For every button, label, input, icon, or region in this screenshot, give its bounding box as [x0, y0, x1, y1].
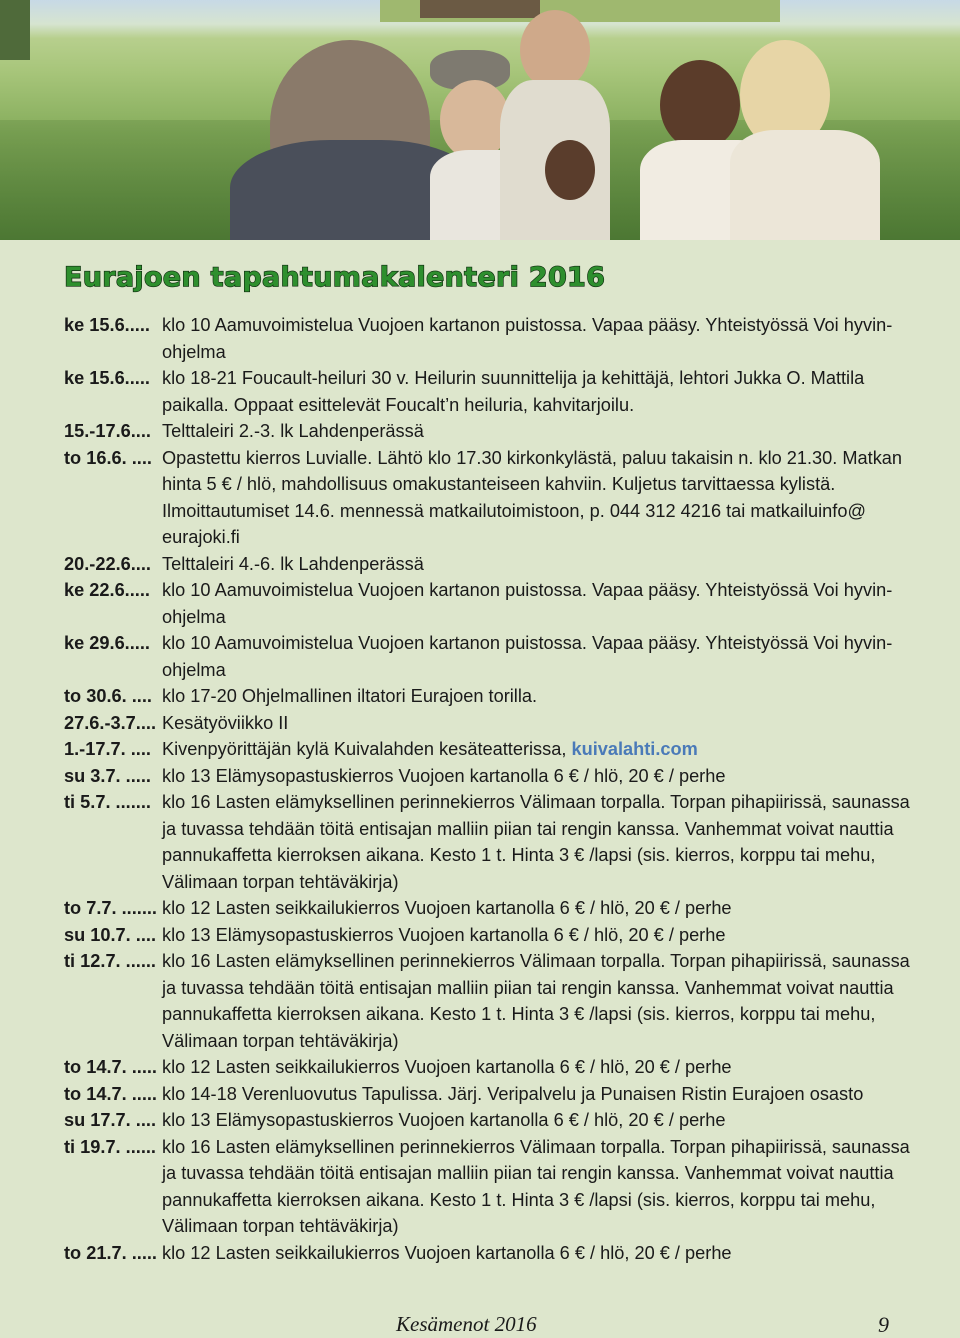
event-date: ke 15.6.....	[64, 368, 150, 388]
event-date: 1.-17.7. ....	[64, 739, 151, 759]
event-text: klo 17-20 Ohjelmallinen iltatori Eurajoen torilla.	[162, 686, 538, 706]
event-description	[162, 948, 914, 1054]
event-text: Telttaleiri 2.-3. lk Lahdenperässä	[162, 421, 424, 441]
event-date: ti 5.7. .......	[64, 792, 151, 812]
event-entry	[64, 1134, 914, 1240]
page-title-text: Eurajoen tapahtumakalenteri 2016	[64, 262, 606, 293]
page-number: 9	[878, 1312, 889, 1337]
event-text: klo 12 Lasten seikkailukierros Vuojoen kartanolla 6 € / hlö, 20 € / perhe	[162, 898, 732, 918]
event-entry	[64, 1240, 914, 1267]
event-text: Kesätyöviikko II	[162, 712, 289, 733]
event-date: su 17.7. ....	[64, 1110, 156, 1130]
event-description	[162, 683, 914, 710]
event-entry	[64, 418, 914, 445]
event-date: 15.-17.6....	[64, 421, 151, 441]
event-text: klo 12 Lasten seikkailukierros Vuojoen kartanolla 6 € / hlö, 20 € / perhe	[162, 1242, 732, 1263]
event-link[interactable]: kuivalahti.com	[571, 739, 698, 759]
event-description	[162, 1107, 914, 1134]
event-date: to 14.7. .....	[64, 1083, 157, 1104]
event-entry	[64, 922, 914, 949]
event-text: Opastettu kierros Luvialle. Lähtö klo 17.30 kirkonkylästä, paluu takaisin n. klo 21.30. Matkan hinta 5 € / hlö, mahdollisuus omakustanteiseen kahviin. Kuljetus tarvittaessa kylistä. Ilmoittautumiset 14.6. mennessä matkailutoimistoon, p. 044 312 4216 tai matkailuinfo@ eurajoki.fi	[162, 447, 903, 547]
event-date: su 3.7. .....	[64, 765, 151, 786]
event-description	[162, 1054, 914, 1081]
event-text: Telttaleiri 4.-6. lk Lahdenperässä	[162, 553, 424, 574]
event-entry	[64, 365, 914, 418]
event-text: klo 16 Lasten elämyksellinen perinnekierros Välimaan torpalla. Torpan pihapiirissä, saunassa ja tuvassa tehdään töitä entisajan malliin piian tai rengin kanssa. Vanhemmat voivat nauttia pannukaffetta kierroksen aikana. Kesto 1 t. Hinta 3 € /lapsi (sis. kierros, korppu tai mehu, Välimaan torpan tehtäväkirja)	[162, 951, 910, 1051]
event-date: ti 12.7. ......	[64, 951, 156, 971]
event-description	[162, 895, 914, 922]
event-date: ti 19.7. ......	[64, 1136, 156, 1157]
event-entry	[64, 1081, 914, 1108]
event-text: klo 10 Aamuvoimistelua Vuojoen kartanon puistossa. Vapaa pääsy. Yhteistyössä Voi hyvin-ohjelma	[162, 580, 893, 627]
event-description	[162, 577, 914, 630]
footer-publication: Kesämenot 2016	[396, 1312, 537, 1336]
event-date: ke 29.6.....	[64, 633, 150, 653]
event-entry	[64, 710, 914, 737]
event-description	[162, 1240, 914, 1267]
event-entry	[64, 445, 914, 551]
header-photo	[0, 0, 960, 240]
event-text: klo 13 Elämysopastuskierros Vuojoen kartanolla 6 € / hlö, 20 € / perhe	[162, 1110, 726, 1130]
event-list	[64, 312, 914, 1266]
event-entry	[64, 630, 914, 683]
event-entry	[64, 789, 914, 895]
event-description	[162, 1134, 914, 1240]
event-date: to 7.7. .......	[64, 898, 157, 918]
event-text: klo 12 Lasten seikkailukierros Vuojoen kartanolla 6 € / hlö, 20 € / perhe	[162, 1057, 732, 1077]
event-entry	[64, 683, 914, 710]
event-entry	[64, 763, 914, 790]
event-description	[162, 763, 914, 790]
event-description	[162, 922, 914, 949]
event-text: klo 13 Elämysopastuskierros Vuojoen kartanolla 6 € / hlö, 20 € / perhe	[162, 924, 726, 945]
event-date: to 16.6. ....	[64, 447, 152, 468]
event-description	[162, 736, 914, 763]
event-text: klo 14-18 Verenluovutus Tapulissa. Järj. Veripalvelu ja Punaisen Ristin Eurajoen osasto	[162, 1083, 864, 1104]
event-entry	[64, 577, 914, 630]
event-text: Kivenpyörittäjän kylä Kuivalahden kesäteatterissa,	[162, 739, 567, 759]
event-description	[162, 630, 914, 683]
event-description	[162, 312, 914, 365]
event-description	[162, 710, 914, 737]
event-description	[162, 551, 914, 578]
event-text: klo 16 Lasten elämyksellinen perinnekierros Välimaan torpalla. Torpan pihapiirissä, saunassa ja tuvassa tehdään töitä entisajan malliin piian tai rengin kanssa. Vanhemmat voivat nauttia pannukaffetta kierroksen aikana. Kesto 1 t. Hinta 3 € /lapsi (sis. kierros, korppu tai mehu, Välimaan torpan tehtäväkirja)	[162, 792, 910, 892]
event-description	[162, 418, 914, 445]
event-date: 20.-22.6....	[64, 553, 151, 574]
event-date: to 14.7. .....	[64, 1057, 157, 1077]
event-entry	[64, 895, 914, 922]
event-text: klo 10 Aamuvoimistelua Vuojoen kartanon puistossa. Vapaa pääsy. Yhteistyössä Voi hyvin-ohjelma	[162, 633, 893, 680]
event-text: klo 18-21 Foucault-heiluri 30 v. Heilurin suunnittelija ja kehittäjä, lehtori Jukka O. Mattila paikalla. Oppaat esittelevät Foucalt’n heiluria, kahvitarjoilu.	[162, 368, 865, 415]
event-date: to 30.6. ....	[64, 686, 152, 706]
event-description	[162, 789, 914, 895]
event-text: klo 10 Aamuvoimistelua Vuojoen kartanon puistossa. Vapaa pääsy. Yhteistyössä Voi hyvin-ohjelma	[162, 315, 893, 362]
event-date: su 10.7. ....	[64, 924, 156, 945]
event-entry	[64, 1107, 914, 1134]
event-entry	[64, 1054, 914, 1081]
event-date: ke 22.6.....	[64, 580, 150, 600]
event-text: klo 16 Lasten elämyksellinen perinnekierros Välimaan torpalla. Torpan pihapiirissä, saunassa ja tuvassa tehdään töitä entisajan malliin piian tai rengin kanssa. Vanhemmat voivat nauttia pannukaffetta kierroksen aikana. Kesto 1 t. Hinta 3 € /lapsi (sis. kierros, korppu tai mehu, Välimaan torpan tehtäväkirja)	[162, 1136, 910, 1236]
event-description	[162, 445, 914, 551]
event-entry	[64, 312, 914, 365]
event-text: klo 13 Elämysopastuskierros Vuojoen kartanolla 6 € / hlö, 20 € / perhe	[162, 765, 726, 786]
event-entry	[64, 948, 914, 1054]
event-date: to 21.7. .....	[64, 1242, 157, 1263]
event-entry	[64, 551, 914, 578]
event-date: 27.6.-3.7....	[64, 712, 157, 733]
event-entry	[64, 736, 914, 763]
event-description	[162, 1081, 914, 1108]
page-title	[64, 258, 904, 298]
event-description	[162, 365, 914, 418]
event-date: ke 15.6.....	[64, 315, 150, 335]
